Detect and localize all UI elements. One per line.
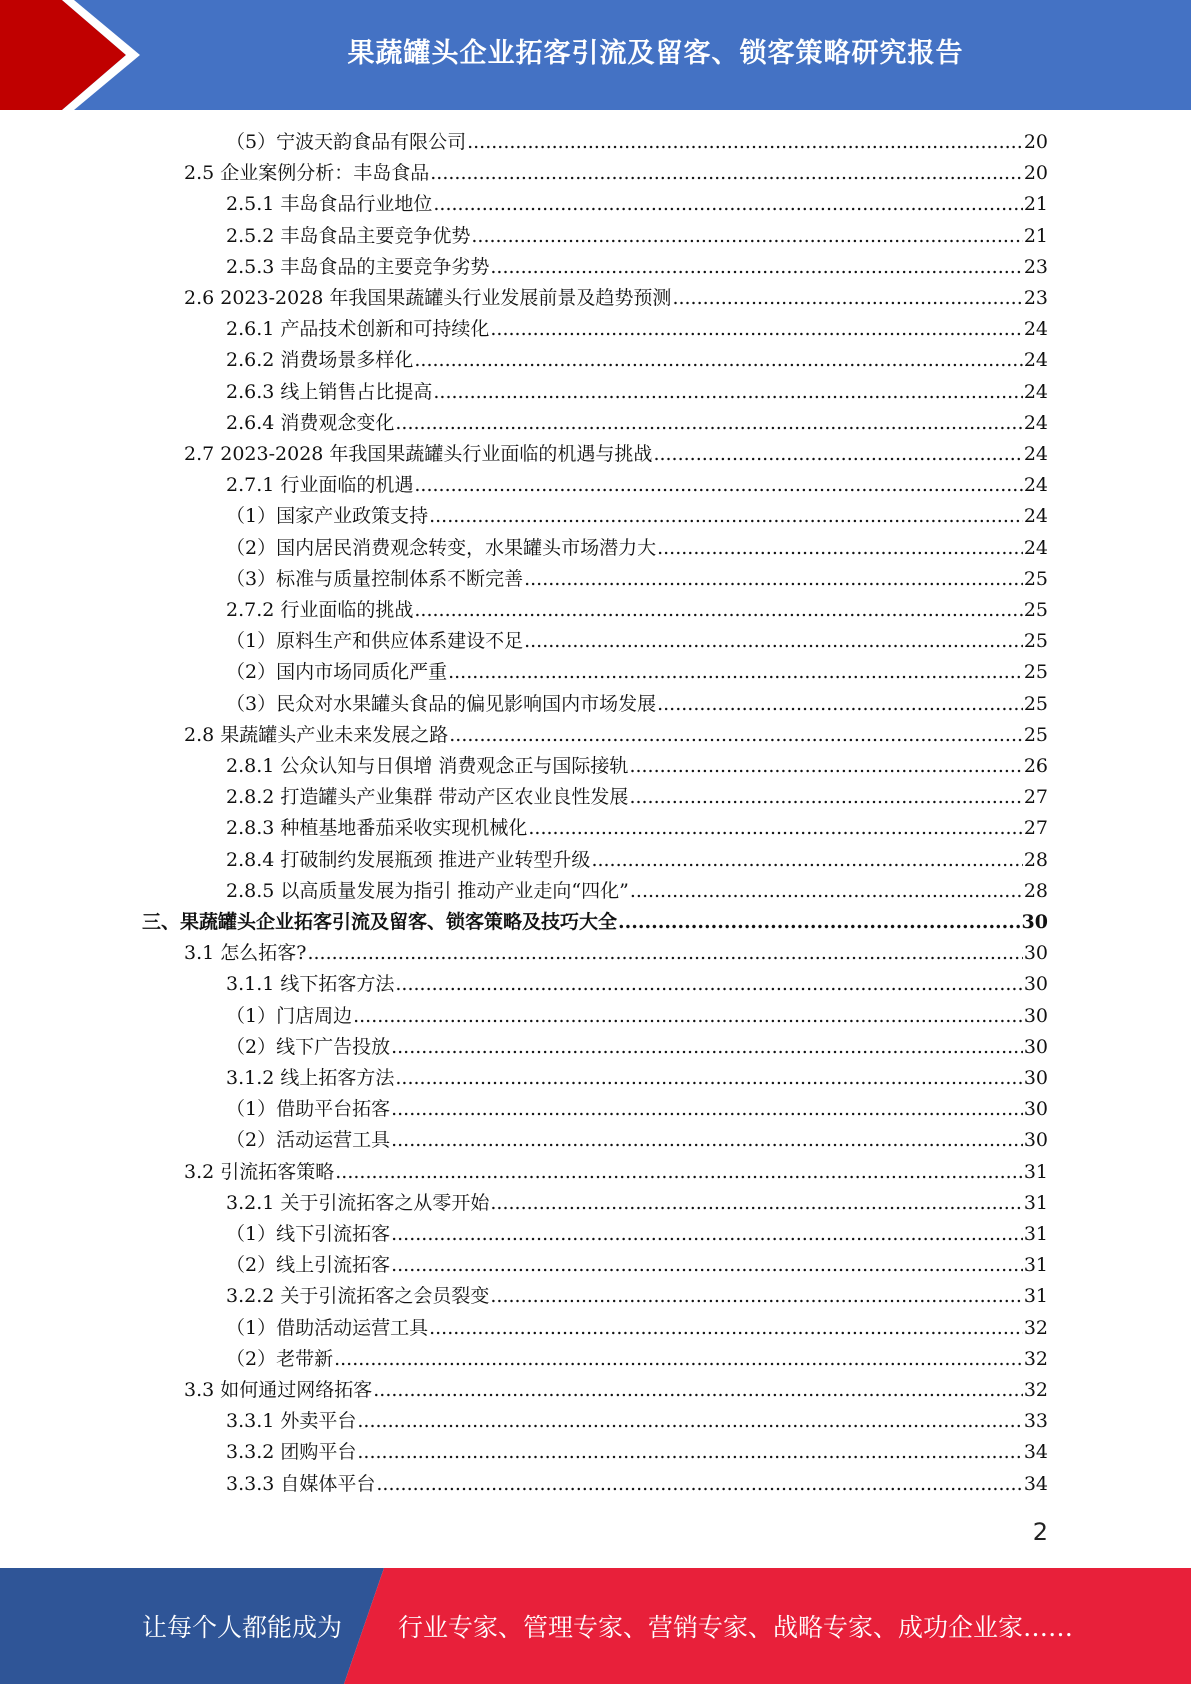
toc-entry-title: （1）借助活动运营工具 xyxy=(226,1316,429,1339)
toc-dot-leader xyxy=(335,1157,1023,1188)
toc-entry-page: 31 xyxy=(1023,1160,1048,1183)
toc-dot-leader xyxy=(414,595,1022,626)
toc-entry[interactable] xyxy=(0,283,1191,314)
toc-entry[interactable] xyxy=(0,595,1191,626)
toc-entry-title: 3.3.2 团购平台 xyxy=(226,1441,357,1464)
toc-dot-leader xyxy=(353,1001,1023,1032)
toc-dot-leader xyxy=(414,470,1022,501)
toc-entry[interactable] xyxy=(0,1344,1191,1375)
toc-entry-title: 2.7 2023-2028 年我国果蔬罐头行业面临的机遇与挑战 xyxy=(184,443,653,465)
toc-dot-leader xyxy=(490,1188,1022,1219)
toc-entry-title: 2.6.2 消费场景多样化 xyxy=(226,349,414,372)
toc-entry-page: 24 xyxy=(1023,443,1048,465)
toc-dot-leader xyxy=(334,1344,1023,1375)
toc-entry-page: 25 xyxy=(1023,567,1048,590)
toc-dot-leader xyxy=(448,657,1023,688)
toc-entry-page: 25 xyxy=(1023,630,1048,653)
toc-dot-leader xyxy=(433,189,1022,220)
report-title: 果蔬罐头企业拓客引流及留客、锁客策略研究报告 xyxy=(347,37,964,69)
toc-dot-leader xyxy=(490,252,1022,283)
toc-dot-leader xyxy=(657,533,1023,564)
toc-dot-leader xyxy=(391,1250,1023,1281)
toc-entry-title: 3.2 引流拓客策略 xyxy=(184,1160,335,1183)
toc-dot-leader xyxy=(490,314,1022,345)
toc-entry[interactable] xyxy=(0,1281,1191,1312)
footer-slogan-right: 行业专家、管理专家、营销专家、战略专家、成功企业家…… xyxy=(398,1613,1074,1642)
toc-entry[interactable] xyxy=(0,1375,1191,1406)
toc-entry[interactable] xyxy=(0,782,1191,813)
toc-entry-title: （2）线上引流拓客 xyxy=(226,1254,391,1277)
toc-entry[interactable] xyxy=(0,501,1191,532)
toc-entry[interactable] xyxy=(0,377,1191,408)
toc-dot-leader xyxy=(467,127,1023,158)
toc-entry-title: （1）线下引流拓客 xyxy=(226,1223,391,1245)
toc-dot-leader xyxy=(630,876,1023,907)
toc-entry-title: 2.6.1 产品技术创新和可持续化 xyxy=(226,318,490,341)
toc-dot-leader xyxy=(490,1281,1022,1312)
toc-entry-title: 2.6.3 线上销售占比提高 xyxy=(226,380,433,403)
toc-entry-page: 23 xyxy=(1023,255,1048,278)
toc-entry[interactable] xyxy=(0,1063,1191,1094)
toc-entry[interactable] xyxy=(0,470,1191,501)
toc-entry[interactable] xyxy=(0,439,1191,470)
toc-entry[interactable] xyxy=(0,1469,1191,1500)
page-header xyxy=(0,0,1191,110)
toc-entry-title: 2.8.2 打造罐头产业集群 带动产区农业良性发展 xyxy=(226,786,629,809)
toc-entry[interactable] xyxy=(0,127,1191,158)
toc-entry-title: 2.6.4 消费观念变化 xyxy=(226,411,395,434)
toc-entry-title: （2）活动运营工具 xyxy=(226,1129,391,1152)
toc-entry-title: （3）标准与质量控制体系不断完善 xyxy=(226,567,524,590)
toc-entry-page: 27 xyxy=(1023,817,1048,840)
toc-dot-leader xyxy=(357,1437,1022,1468)
toc-entry-page: 24 xyxy=(1023,380,1048,403)
toc-entry-title: 3.1.1 线下拓客方法 xyxy=(226,973,395,996)
toc-entry[interactable] xyxy=(0,907,1191,938)
toc-dot-leader xyxy=(471,221,1022,252)
toc-entry[interactable] xyxy=(0,689,1191,720)
toc-entry[interactable] xyxy=(0,876,1191,907)
toc-dot-leader xyxy=(395,408,1022,439)
toc-entry[interactable] xyxy=(0,657,1191,688)
toc-entry-title: 2.8.4 打破制约发展瓶颈 推进产业转型升级 xyxy=(226,848,591,871)
toc-entry-title: 3.3.1 外卖平台 xyxy=(226,1410,357,1433)
toc-dot-leader xyxy=(629,751,1022,782)
toc-entry-title: （1）原料生产和供应体系建设不足 xyxy=(226,630,524,653)
toc-entry-page: 24 xyxy=(1023,318,1048,341)
toc-entry-title: 三、果蔬罐头企业拓客引流及留客、锁客策略及技巧大全 xyxy=(142,911,618,933)
toc-entry[interactable] xyxy=(0,1406,1191,1437)
page-footer xyxy=(0,1568,1191,1684)
toc-entry-page: 24 xyxy=(1023,536,1048,559)
toc-entry-title: 2.8.5 以高质量发展为指引 推动产业走向“四化” xyxy=(226,879,629,902)
toc-entry-page: 31 xyxy=(1023,1254,1048,1277)
toc-entry-page: 26 xyxy=(1023,755,1048,777)
toc-dot-leader xyxy=(657,689,1023,720)
toc-entry[interactable] xyxy=(0,1001,1191,1032)
header-red-block xyxy=(0,0,126,110)
toc-dot-leader xyxy=(433,377,1022,408)
toc-entry-page: 28 xyxy=(1023,848,1048,871)
toc-dot-leader xyxy=(395,969,1022,1000)
toc-entry[interactable] xyxy=(0,408,1191,439)
toc-entry-title: 2.7.2 行业面临的挑战 xyxy=(226,599,414,621)
toc-entry-title: 3.3 如何通过网络拓客 xyxy=(184,1379,373,1401)
toc-entry-page: 21 xyxy=(1023,193,1048,216)
toc-dot-leader xyxy=(672,283,1022,314)
toc-entry-page: 20 xyxy=(1023,131,1048,153)
toc-entry[interactable] xyxy=(0,1032,1191,1063)
toc-entry-title: 3.1 怎么拓客? xyxy=(184,942,307,965)
toc-entry[interactable] xyxy=(0,1313,1191,1344)
toc-entry[interactable] xyxy=(0,969,1191,1000)
toc-entry-title: 2.5.1 丰岛食品行业地位 xyxy=(226,193,433,216)
toc-entry[interactable] xyxy=(0,189,1191,220)
toc-entry-page: 25 xyxy=(1023,692,1048,715)
toc-dot-leader xyxy=(391,1219,1023,1250)
toc-entry[interactable] xyxy=(0,751,1191,782)
toc-dot-leader xyxy=(653,439,1022,470)
toc-entry-page: 25 xyxy=(1023,599,1048,621)
toc-entry[interactable] xyxy=(0,813,1191,844)
toc-entry-title: （1）借助平台拓客 xyxy=(226,1098,391,1121)
toc-entry-page: 30 xyxy=(1023,1067,1048,1089)
toc-entry-page: 32 xyxy=(1023,1347,1048,1370)
toc-entry[interactable] xyxy=(0,533,1191,564)
toc-entry[interactable] xyxy=(0,158,1191,189)
toc-dot-leader xyxy=(391,1094,1023,1125)
toc-entry-page: 21 xyxy=(1023,224,1048,247)
toc-entry-page: 30 xyxy=(1023,942,1048,965)
toc-entry[interactable] xyxy=(0,1094,1191,1125)
toc-entry[interactable] xyxy=(0,1157,1191,1188)
toc-dot-leader xyxy=(618,907,1021,938)
toc-entry-page: 25 xyxy=(1023,723,1048,746)
toc-entry-page: 32 xyxy=(1023,1316,1048,1339)
toc-entry[interactable] xyxy=(0,252,1191,283)
toc-entry[interactable] xyxy=(0,564,1191,595)
toc-entry-page: 24 xyxy=(1023,411,1048,434)
toc-dot-leader xyxy=(307,938,1022,969)
toc-dot-leader xyxy=(391,1125,1023,1156)
toc-entry-page: 34 xyxy=(1023,1472,1048,1495)
toc-dot-leader xyxy=(430,158,1023,189)
toc-entry[interactable] xyxy=(0,221,1191,252)
toc-dot-leader xyxy=(357,1406,1022,1437)
toc-entry-title: 2.6 2023-2028 年我国果蔬罐头行业发展前景及趋势预测 xyxy=(184,287,672,309)
toc-entry[interactable] xyxy=(0,1250,1191,1281)
toc-entry[interactable] xyxy=(0,720,1191,751)
toc-entry-page: 24 xyxy=(1023,349,1048,372)
toc-entry-page: 30 xyxy=(1023,1129,1048,1152)
toc-entry-title: （2）线下广告投放 xyxy=(226,1035,391,1058)
header-arrow-decoration xyxy=(0,0,160,110)
toc-entry-title: 2.8 果蔬罐头产业未来发展之路 xyxy=(184,723,449,746)
toc-entry-page: 24 xyxy=(1023,505,1048,528)
toc-entry[interactable] xyxy=(0,1437,1191,1468)
toc-entry[interactable] xyxy=(0,845,1191,876)
toc-entry-page: 23 xyxy=(1023,287,1048,309)
toc-entry-title: 2.5.2 丰岛食品主要竞争优势 xyxy=(226,224,471,247)
toc-entry-title: 3.2.1 关于引流拓客之从零开始 xyxy=(226,1191,490,1214)
toc-entry-title: （5）宁波天韵食品有限公司 xyxy=(226,131,467,153)
toc-entry[interactable] xyxy=(0,1125,1191,1156)
toc-entry-page: 31 xyxy=(1023,1223,1048,1245)
toc-entry-page: 32 xyxy=(1023,1379,1048,1401)
toc-dot-leader xyxy=(395,1063,1022,1094)
toc-entry-title: 2.5.3 丰岛食品的主要竞争劣势 xyxy=(226,255,490,278)
toc-entry-title: 2.8.3 种植基地番茄采收实现机械化 xyxy=(226,817,528,840)
toc-entry-title: （3）民众对水果罐头食品的偏见影响国内市场发展 xyxy=(226,692,657,715)
page-number: 2 xyxy=(1032,1518,1048,1546)
toc-entry-title: 3.3.3 自媒体平台 xyxy=(226,1472,376,1495)
toc-entry-page: 25 xyxy=(1023,661,1048,684)
toc-entry-page: 31 xyxy=(1023,1285,1048,1308)
footer-slogan-left: 让每个人都能成为 xyxy=(142,1613,343,1642)
toc-entry-page: 34 xyxy=(1023,1441,1048,1464)
toc-dot-leader xyxy=(629,782,1022,813)
toc-entry-page: 30 xyxy=(1023,1004,1048,1027)
toc-entry-page: 30 xyxy=(1023,1098,1048,1121)
toc-entry-page: 30 xyxy=(1021,911,1048,933)
toc-entry[interactable] xyxy=(0,938,1191,969)
toc-dot-leader xyxy=(524,564,1023,595)
toc-dot-leader xyxy=(391,1032,1023,1063)
toc-entry-title: 2.5 企业案例分析：丰岛食品 xyxy=(184,162,430,185)
toc-dot-leader xyxy=(449,720,1023,751)
toc-entry-page: 28 xyxy=(1023,879,1048,902)
toc-dot-leader xyxy=(414,345,1022,376)
toc-entry[interactable] xyxy=(0,626,1191,657)
toc-entry-page: 30 xyxy=(1023,973,1048,996)
toc-entry-page: 20 xyxy=(1023,162,1048,185)
toc-dot-leader xyxy=(373,1375,1023,1406)
toc-dot-leader xyxy=(528,813,1022,844)
toc-entry[interactable] xyxy=(0,1188,1191,1219)
toc-entry-title: （2）国内居民消费观念转变，水果罐头市场潜力大 xyxy=(226,536,657,559)
toc-entry-page: 30 xyxy=(1023,1035,1048,1058)
toc-entry-title: （1）门店周边 xyxy=(226,1004,353,1027)
toc-dot-leader xyxy=(429,501,1023,532)
toc-entry[interactable] xyxy=(0,1219,1191,1250)
toc-dot-leader xyxy=(524,626,1023,657)
toc-entry-title: 3.1.2 线上拓客方法 xyxy=(226,1067,395,1089)
toc-entry[interactable] xyxy=(0,345,1191,376)
toc-entry-page: 31 xyxy=(1023,1191,1048,1214)
toc-entry-title: 3.2.2 关于引流拓客之会员裂变 xyxy=(226,1285,490,1308)
toc-dot-leader xyxy=(429,1313,1023,1344)
toc-entry-page: 27 xyxy=(1023,786,1048,809)
toc-entry-title: （1）国家产业政策支持 xyxy=(226,505,429,528)
toc-entry-title: 2.8.1 公众认知与日俱增 消费观念正与国际接轨 xyxy=(226,755,629,777)
toc-entry[interactable] xyxy=(0,314,1191,345)
toc-entry-page: 33 xyxy=(1023,1410,1048,1433)
toc-entry-title: 2.7.1 行业面临的机遇 xyxy=(226,474,414,497)
toc-entry-page: 24 xyxy=(1023,474,1048,497)
toc-dot-leader xyxy=(591,845,1022,876)
toc-entry-title: （2）老带新 xyxy=(226,1347,334,1370)
toc-entry-title: （2）国内市场同质化严重 xyxy=(226,661,448,684)
toc-dot-leader xyxy=(376,1469,1022,1500)
